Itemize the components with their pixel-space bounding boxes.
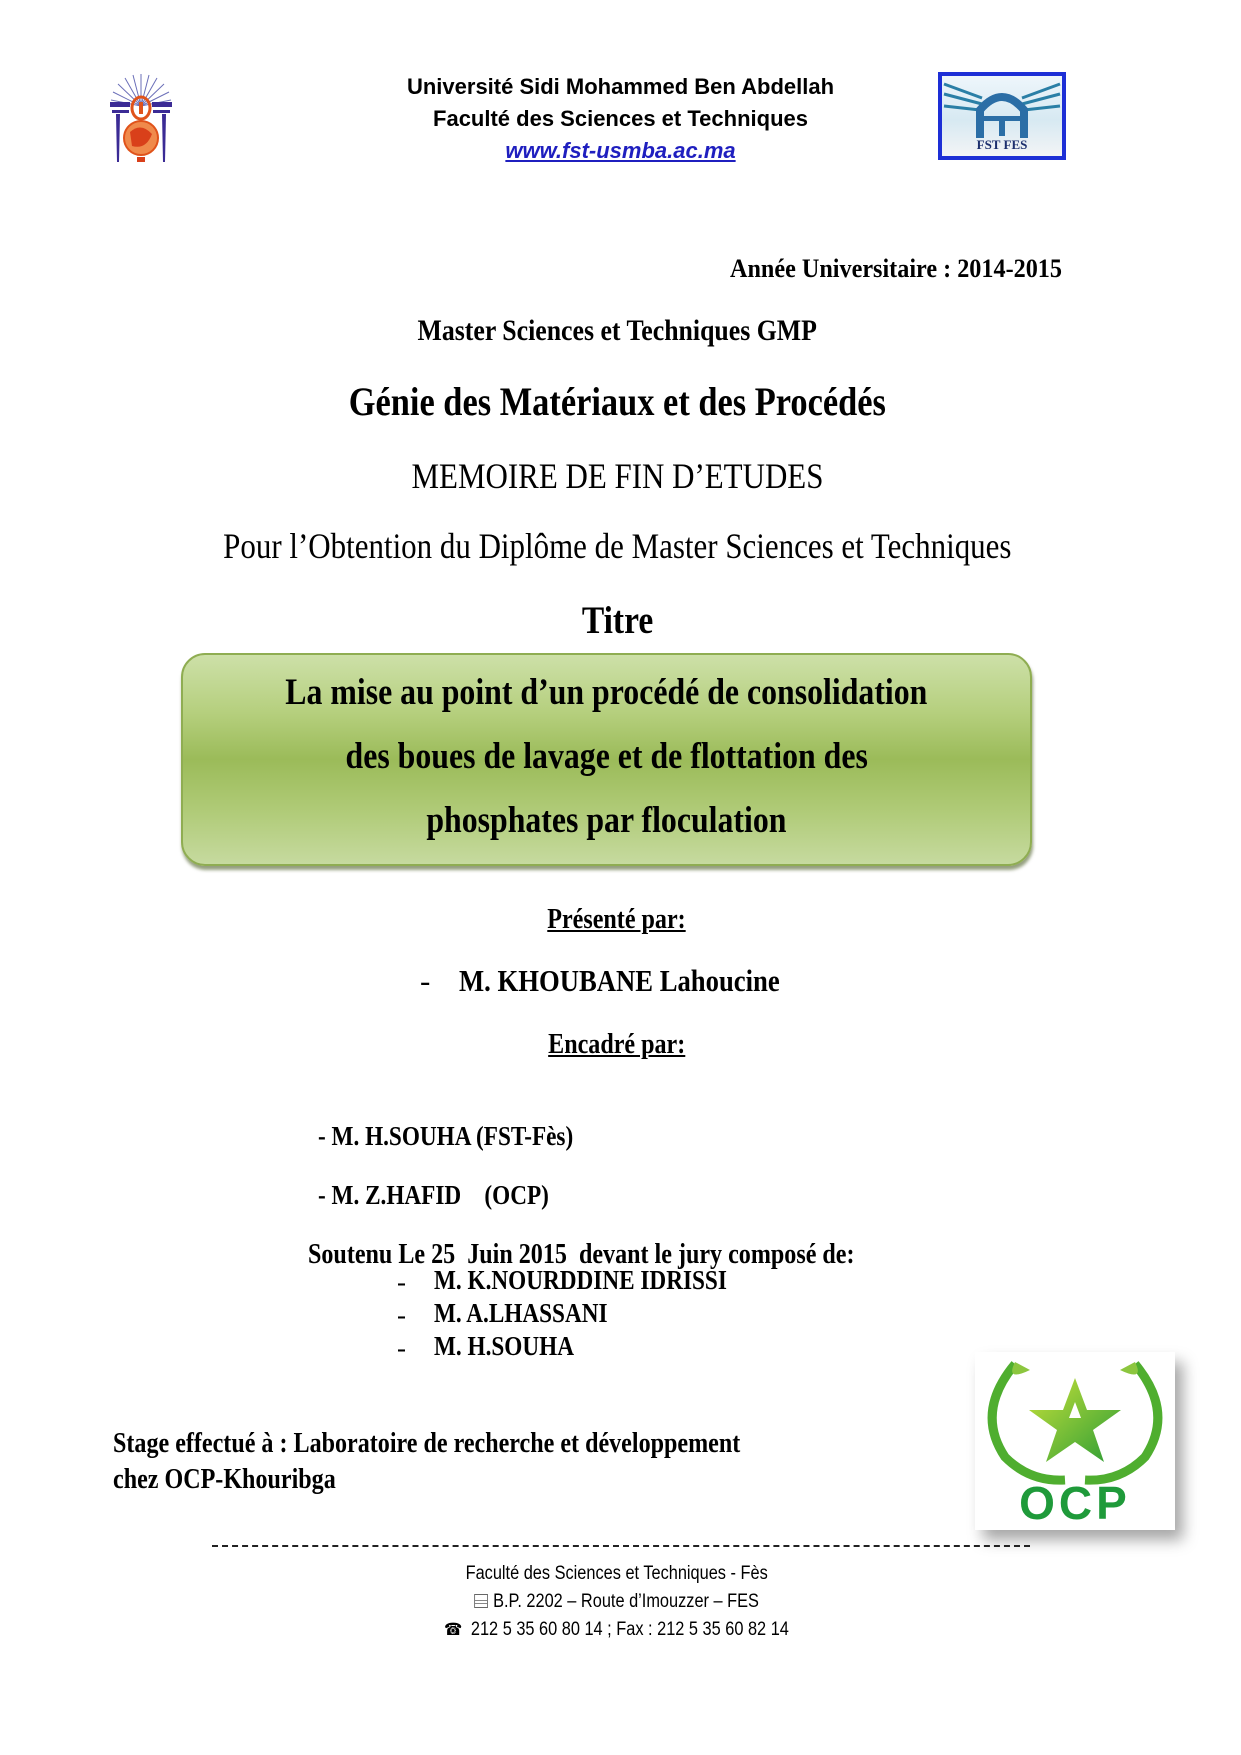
document-type: MEMOIRE DE FIN D’ETUDES (411, 456, 824, 496)
thesis-title-line-1: La mise au point d’un procédé de consolidation (285, 672, 928, 713)
specialty-title: Génie des Matériaux et des Procédés (348, 379, 887, 424)
telephone-icon: ☎ (444, 1620, 463, 1639)
presenter-name: M. KHOUBANE Lahoucine (459, 963, 780, 998)
footer-divider (212, 1545, 1030, 1547)
ocp-logo (975, 1352, 1175, 1530)
faculty-name: Faculté des Sciences et Techniques (433, 106, 808, 131)
presenter-bullet: - (420, 963, 431, 998)
website-link[interactable]: www.fst-usmba.ac.ma (505, 138, 736, 163)
footer-address: B.P. 2202 – Route d’Imouzzer – FES (493, 1591, 759, 1612)
jury-bullet-2: - (397, 1300, 406, 1330)
jury-bullet-3: - (397, 1333, 406, 1363)
academic-year: Année Universitaire : 2014-2015 (730, 254, 1062, 283)
master-program: Master Sciences et Techniques GMP (417, 314, 818, 347)
mail-icon (474, 1594, 488, 1608)
university-name: Université Sidi Mohammed Ben Abdellah (406, 74, 835, 99)
footer-faculty: Faculté des Sciences et Techniques - Fès (465, 1563, 768, 1584)
thesis-title-box (181, 653, 1032, 866)
footer-phone: 212 5 35 60 80 14 ; Fax : 212 5 35 60 82 14 (470, 1619, 789, 1640)
fst-fes-label: FST FES (976, 137, 1028, 152)
diploma-purpose: Pour l’Obtention du Diplôme de Master Sciences et Techniques (223, 526, 1012, 566)
thesis-title-line-2: des boues de lavage et de flottation des (345, 736, 868, 777)
thesis-title-line-3: phosphates par floculation (426, 800, 787, 841)
supervised-by-label: Encadré par: (547, 1029, 686, 1060)
ocp-logo-label: OCP (1019, 1477, 1131, 1529)
supervisor-2: - M. Z.HAFID (OCP) (317, 1180, 549, 1210)
title-label: Titre (581, 599, 654, 642)
presented-by-label: Présenté par: (547, 904, 686, 935)
jury-member-3: M. H.SOUHA (434, 1331, 574, 1361)
internship-line-1: Stage effectué à : Laboratoire de recherche et développement (113, 1428, 741, 1459)
jury-member-2: M. A.LHASSANI (434, 1298, 608, 1328)
internship-line-2: chez OCP-Khouribga (113, 1464, 336, 1495)
jury-bullet-1: - (397, 1267, 406, 1297)
defense-statement: Soutenu Le 25 Juin 2015 devant le jury composé de: (308, 1239, 855, 1270)
jury-member-1: M. K.NOURDDINE IDRISSI (434, 1265, 727, 1295)
supervisor-1: - M. H.SOUHA (FST-Fès) (317, 1121, 573, 1151)
fst-fes-logo (938, 72, 1066, 160)
